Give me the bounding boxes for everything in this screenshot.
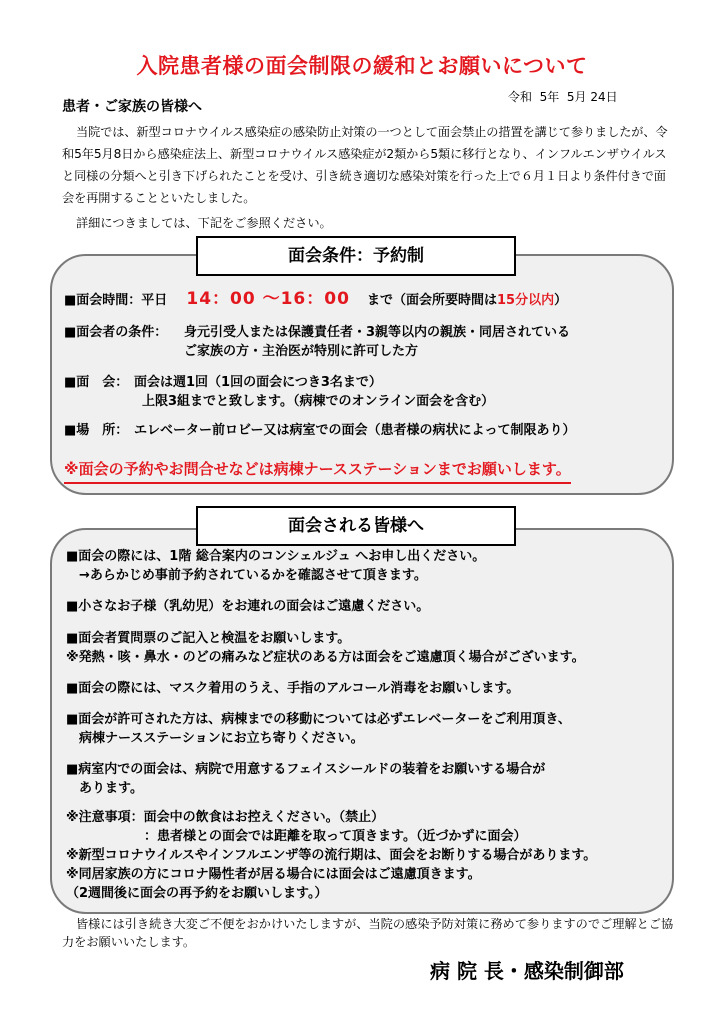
intro-paragraph: 当院では、新型コロナウイルス感染症の感染防止対策の一つとして面会禁止の措置を講じて参りましたが、令和5年5月8日から感染症法上、新型コロナウイルス感染症が2類から5類に移行となり、インフルエンザウイルスと同様の分類へと引き下げられたことを受け、引き続き適切な感染対策を行った上で６月１日より条件付きで面会を再開することといたしました。: [62, 125, 668, 205]
signature: 病 院 長・感染制御部: [430, 959, 624, 983]
visitor-guidelines-heading: 面会される皆様へ: [196, 506, 516, 546]
visit-conditions-heading: 面会条件：予約制: [196, 236, 516, 276]
guideline-line: 病棟ナースステーションにお立ち寄りください。: [66, 731, 364, 746]
visitor-condition-line1: 身元引受人または保護責任者・3親等以内の親族・同居されている: [184, 325, 571, 340]
guideline-line: ■面会者質問票のご記入と検温をお願いします。: [66, 631, 351, 646]
visit-time-row: [64, 290, 567, 310]
caution-line: ：患者様との面会では距離を取って頂きます。（近づかずに面会）: [66, 829, 527, 844]
caution-line: （2週間後に面会の再予約をお願いします。）: [66, 886, 328, 901]
visit-time-note-b: ）: [554, 293, 568, 308]
guideline-line: →あらかじめ事前予約されているかを確認させて頂きます。: [66, 568, 427, 583]
visitor-condition-label: ■面会者の条件：: [64, 325, 168, 340]
salutation: 患者・ご家族の皆様へ: [62, 99, 202, 115]
visit-time-label: ■面会時間：平日: [64, 293, 168, 308]
visit-place-value: エレベーター前ロビー又は病室での面会（患者様の病状によって制限あり）: [134, 423, 576, 438]
visit-time-value: 14：00 ～16：00: [186, 289, 350, 309]
closing-paragraph: 皆様には引き続き大変ご不便をおかけいたしますが、当院の感染予防対策に務めて参りますのでご理解とご協力をお願いいたします。: [62, 917, 674, 949]
caution-line: ※注意事項：面会中の飲食はお控えください。（禁止）: [66, 810, 385, 825]
guideline-line: ※発熱・咳・鼻水・のどの痛みなど症状のある方は面会をご遠慮頂く場合がございます。: [66, 650, 585, 665]
guideline-line: ■面会の際には、マスク着用のうえ、手指のアルコール消毒をお願いします。: [66, 681, 520, 696]
caution-line: ※同居家族の方にコロナ陽性者が居る場合には面会はご遠慮頂きます。: [66, 867, 481, 882]
guideline-line: あります。: [66, 781, 143, 796]
visit-time-note-a: まで（面会所要時間は: [366, 293, 497, 308]
guideline-line: ■小さなお子様（乳幼児）をお連れの面会はご遠慮ください。: [66, 599, 430, 614]
visit-place-label: ■場 所：: [64, 423, 129, 438]
page-title: 入院患者様の面会制限の緩和とお願いについて: [136, 54, 588, 78]
visitor-condition-line2: ご家族の方・主治医が特別に許可した方: [184, 344, 419, 359]
reservation-notice: ※面会の予約やお問合せなどは病棟ナースステーションまでお願いします。: [64, 458, 571, 484]
detail-reference: 詳細につきましては、下記をご参照ください。: [76, 216, 332, 230]
visit-duration-limit: 15分以内: [497, 293, 555, 308]
caution-line: ※新型コロナウイルスやインフルエンザ等の流行期は、面会をお断りする場合があります。: [66, 848, 597, 863]
guideline-line: ■病室内での面会は、病院で用意するフェイスシールドの装着をお願いする場合が: [66, 762, 546, 777]
visit-frequency-label: ■面 会：: [64, 375, 129, 390]
guideline-line: ■面会が許可された方は、病棟までの移動については必ずエレベーターをご利用頂き、: [66, 712, 571, 727]
visit-frequency-line2: 上限3組までと致します。（病棟でのオンライン面会を含む）: [142, 394, 495, 409]
guideline-line: ■面会の際には、1階 総合案内のコンシェルジュ へお申し出ください。: [66, 549, 486, 564]
visit-frequency-line1: 面会は週1回（1回の面会につき3名まで）: [134, 375, 382, 390]
issue-date: 令和 5年 5月 24日: [508, 90, 618, 104]
